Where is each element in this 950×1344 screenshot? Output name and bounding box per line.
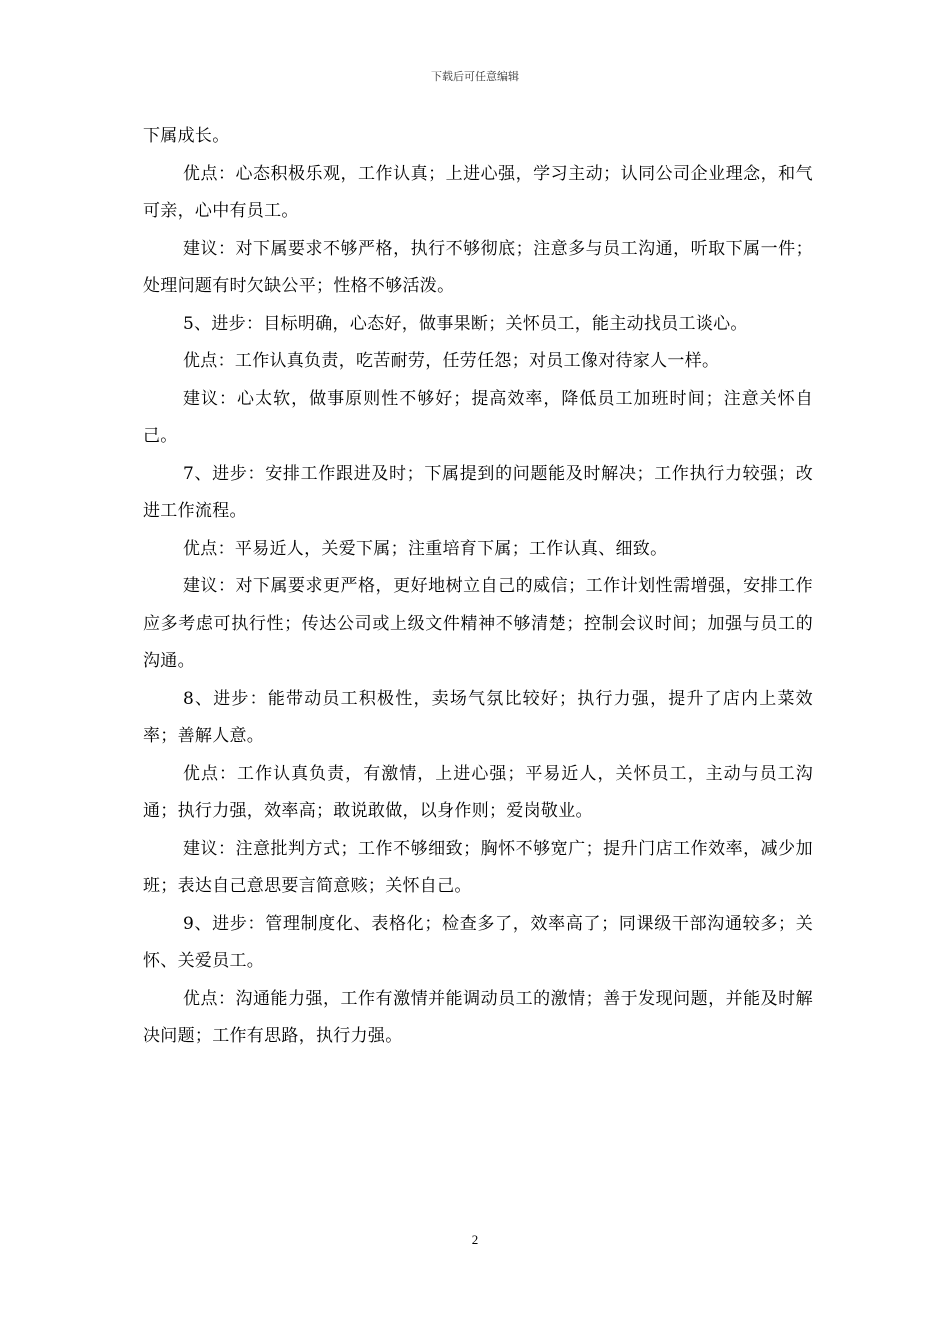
paragraph: 9、进步：管理制度化、表格化；检查多了，效率高了；同课级干部沟通较多；关怀、关爱员工。 bbox=[143, 913, 813, 971]
paragraph: 优点：工作认真负责，吃苦耐劳，任劳任怨；对员工像对待家人一样。 bbox=[183, 351, 720, 371]
paragraph: 下属成长。 bbox=[143, 126, 230, 146]
paragraph: 建议：注意批判方式；工作不够细致；胸怀不够宽广；提升门店工作效率，减少加班；表达自己意思要言简意赅；关怀自己。 bbox=[143, 838, 813, 896]
document-body bbox=[143, 118, 813, 1056]
paragraph: 7、进步：安排工作跟进及时；下属提到的问题能及时解决；工作执行力较强；改进工作流程。 bbox=[143, 463, 813, 521]
paragraph: 优点：沟通能力强，工作有激情并能调动员工的激情；善于发现问题，并能及时解决问题；工作有思路，执行力强。 bbox=[143, 988, 813, 1046]
paragraph: 5、进步：目标明确，心态好，做事果断；关怀员工，能主动找员工谈心。 bbox=[183, 313, 748, 334]
paragraph: 优点：平易近人，关爱下属；注重培育下属；工作认真、细致。 bbox=[183, 538, 668, 559]
page-number: 2 bbox=[471, 1232, 479, 1247]
paragraph: 优点：工作认真负责，有激情，上进心强；平易近人，关怀员工，主动与员工沟通；执行力强，效率高；敢说敢做，以身作则；爱岗敬业。 bbox=[143, 763, 813, 821]
paragraph: 建议：对下属要求更严格，更好地树立自己的威信；工作计划性需增强，安排工作应多考虑可执行性；传达公司或上级文件精神不够清楚；控制会议时间；加强与员工的沟通。 bbox=[143, 576, 813, 671]
paragraph: 8、进步：能带动员工积极性，卖场气氛比较好；执行力强，提升了店内上菜效率；善解人意。 bbox=[143, 688, 813, 746]
paragraph: 建议：对下属要求不够严格，执行不够彻底；注意多与员工沟通，听取下属一件；处理问题有时欠缺公平；性格不够活泼。 bbox=[143, 238, 813, 296]
paragraph: 优点：心态积极乐观，工作认真；上进心强，学习主动；认同公司企业理念，和气可亲，心中有员工。 bbox=[143, 163, 813, 221]
page-header: 下载后可任意编辑 bbox=[431, 70, 519, 83]
paragraph: 建议：心太软，做事原则性不够好；提高效率，降低员工加班时间；注意关怀自己。 bbox=[143, 388, 813, 446]
